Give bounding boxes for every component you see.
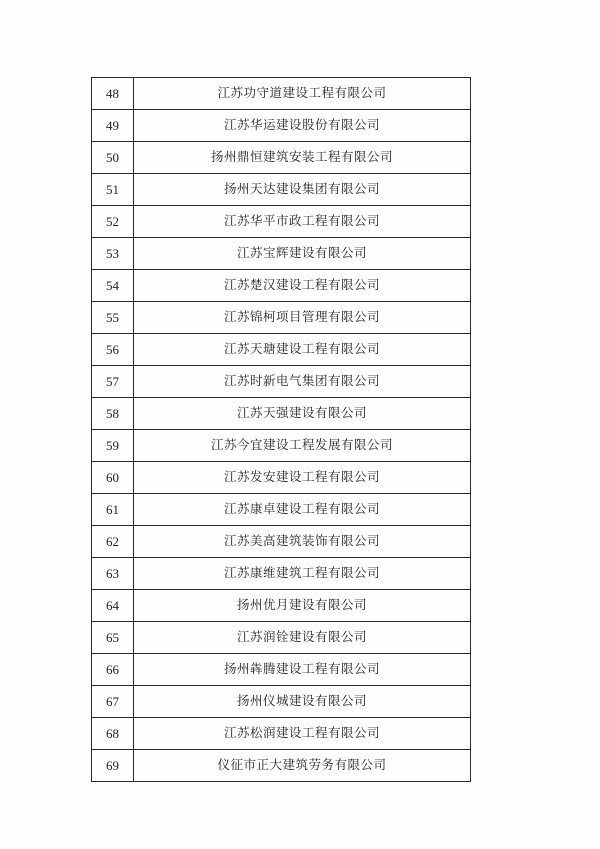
table-row (92, 654, 471, 686)
table-row (92, 622, 471, 654)
row-number: 48 (92, 78, 134, 110)
company-name: 扬州犇腾建设工程有限公司 (134, 654, 471, 686)
company-name: 江苏康卓建设工程有限公司 (134, 494, 471, 526)
row-number: 56 (92, 334, 134, 366)
table-row (92, 462, 471, 494)
company-name: 江苏功守道建设工程有限公司 (134, 78, 471, 110)
table-row (92, 558, 471, 590)
table-row (92, 142, 471, 174)
table-row (92, 302, 471, 334)
table-row (92, 238, 471, 270)
row-number: 60 (92, 462, 134, 494)
table-row (92, 430, 471, 462)
company-name: 江苏今宜建设工程发展有限公司 (134, 430, 471, 462)
company-name: 扬州仪城建设有限公司 (134, 686, 471, 718)
row-number: 62 (92, 526, 134, 558)
company-name: 江苏天强建设有限公司 (134, 398, 471, 430)
row-number: 54 (92, 270, 134, 302)
company-name: 江苏华平市政工程有限公司 (134, 206, 471, 238)
company-name: 江苏楚汉建设工程有限公司 (134, 270, 471, 302)
row-number: 68 (92, 718, 134, 750)
row-number: 64 (92, 590, 134, 622)
table-row (92, 718, 471, 750)
company-name: 扬州天达建设集团有限公司 (134, 174, 471, 206)
table-row (92, 590, 471, 622)
table-row (92, 270, 471, 302)
row-number: 49 (92, 110, 134, 142)
row-number: 50 (92, 142, 134, 174)
row-number: 61 (92, 494, 134, 526)
company-name: 江苏润铨建设有限公司 (134, 622, 471, 654)
table-row (92, 174, 471, 206)
company-name: 江苏松润建设工程有限公司 (134, 718, 471, 750)
table-row (92, 398, 471, 430)
table-row (92, 110, 471, 142)
row-number: 58 (92, 398, 134, 430)
company-name: 江苏天瑭建设工程有限公司 (134, 334, 471, 366)
company-name: 江苏美高建筑装饰有限公司 (134, 526, 471, 558)
company-name: 江苏华运建设股份有限公司 (134, 110, 471, 142)
row-number: 52 (92, 206, 134, 238)
company-table (91, 77, 471, 782)
company-name: 江苏锦柯项目管理有限公司 (134, 302, 471, 334)
company-name: 江苏康维建筑工程有限公司 (134, 558, 471, 590)
row-number: 59 (92, 430, 134, 462)
table-row (92, 78, 471, 110)
table-row (92, 494, 471, 526)
row-number: 69 (92, 750, 134, 782)
company-name: 仪征市正大建筑劳务有限公司 (134, 750, 471, 782)
company-name: 江苏时新电气集团有限公司 (134, 366, 471, 398)
row-number: 55 (92, 302, 134, 334)
table-row (92, 750, 471, 782)
row-number: 66 (92, 654, 134, 686)
row-number: 57 (92, 366, 134, 398)
row-number: 63 (92, 558, 134, 590)
row-number: 67 (92, 686, 134, 718)
table-row (92, 526, 471, 558)
company-name: 扬州鼎恒建筑安装工程有限公司 (134, 142, 471, 174)
company-name: 江苏宝辉建设有限公司 (134, 238, 471, 270)
table-row (92, 206, 471, 238)
row-number: 53 (92, 238, 134, 270)
table-row (92, 366, 471, 398)
row-number: 65 (92, 622, 134, 654)
company-name: 江苏发安建设工程有限公司 (134, 462, 471, 494)
row-number: 51 (92, 174, 134, 206)
company-name: 扬州优月建设有限公司 (134, 590, 471, 622)
table-row (92, 334, 471, 366)
table-row (92, 686, 471, 718)
